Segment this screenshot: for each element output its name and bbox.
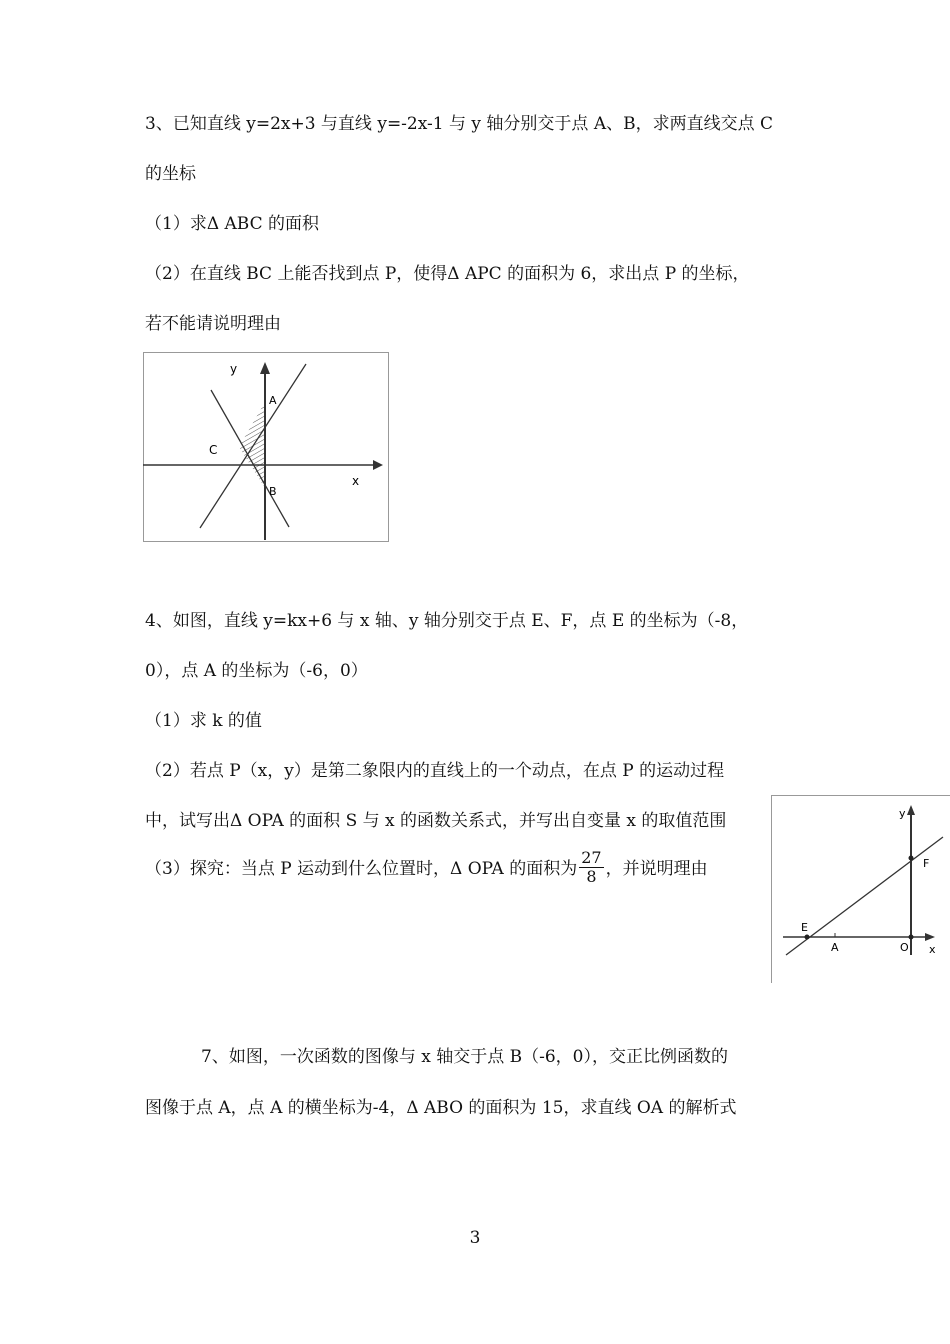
- point-c-label: C: [209, 443, 218, 457]
- problem3-line1: 3、已知直线 y=2x+3 与直线 y=-2x-1 与 y 轴分别交于点 A、B，求两直线交点 C: [145, 114, 773, 134]
- problem3-graph: [143, 352, 389, 542]
- problem4-question2-line1: （2）若点 P（x，y）是第二象限内的直线上的一个动点，在点 P 的运动过程: [145, 761, 725, 781]
- x-axis-arrow: [925, 933, 935, 941]
- point-f: [909, 856, 914, 861]
- problem4-line2: 0），点 A 的坐标为（-6，0）: [145, 661, 368, 681]
- line-y-neg2x-minus-1: [211, 390, 289, 527]
- point-e-label: E: [801, 921, 808, 934]
- point-b-label: B: [269, 485, 277, 498]
- problem4-question3-suffix: ，并说明理由: [605, 859, 708, 879]
- x-axis-label: x: [929, 943, 936, 956]
- x-axis-arrow: [373, 460, 383, 470]
- problem4-question3: [145, 849, 708, 889]
- problem7-line2: 图像于点 A，点 A 的横坐标为-4，Δ ABO 的面积为 15，求直线 OA 的解析式: [145, 1098, 737, 1118]
- problem4-question3-prefix: （3）探究：当点 P 运动到什么位置时，Δ OPA 的面积为: [145, 859, 578, 879]
- y-axis-label: y: [899, 807, 906, 820]
- y-axis-arrow: [907, 805, 915, 815]
- fraction-numerator: 27: [581, 848, 602, 867]
- problem3-line2: 的坐标: [145, 164, 196, 184]
- problem4-question1: （1）求 k 的值: [145, 711, 262, 731]
- problem3-question2-line1: （2）在直线 BC 上能否找到点 P，使得Δ APC 的面积为 6，求出点 P 的坐标，: [145, 264, 750, 284]
- problem3-question1: （1）求Δ ABC 的面积: [145, 214, 319, 234]
- problem4-graph: [771, 795, 950, 983]
- problem3-question2-line2: 若不能请说明理由: [145, 314, 281, 334]
- fraction-27-over-8: [579, 849, 603, 886]
- page-number: 3: [469, 1228, 481, 1248]
- problem4-question2-line2: 中，试写出Δ OPA 的面积 S 与 x 的函数关系式，并写出自变量 x 的取值范围: [145, 811, 727, 831]
- point-e: [805, 935, 810, 940]
- point-a-label: A: [831, 941, 839, 954]
- problem4-line1: 4、如图，直线 y=kx+6 与 x 轴、y 轴分别交于点 E、F，点 E 的坐标为（-8，: [145, 611, 749, 631]
- point-o-label: O: [900, 941, 909, 954]
- problem4-figure: [771, 795, 950, 987]
- point-f-label: F: [923, 857, 930, 870]
- point-o: [909, 935, 914, 940]
- problem3-figure: [143, 352, 389, 546]
- x-axis-label: x: [352, 474, 360, 488]
- problem7-line1: 7、如图，一次函数的图像与 x 轴交于点 B（-6，0），交正比例函数的: [201, 1047, 728, 1067]
- y-axis-arrow: [260, 362, 270, 374]
- point-a-label: A: [269, 394, 277, 407]
- fraction-denominator: 8: [586, 867, 597, 886]
- y-axis-label: y: [230, 362, 238, 376]
